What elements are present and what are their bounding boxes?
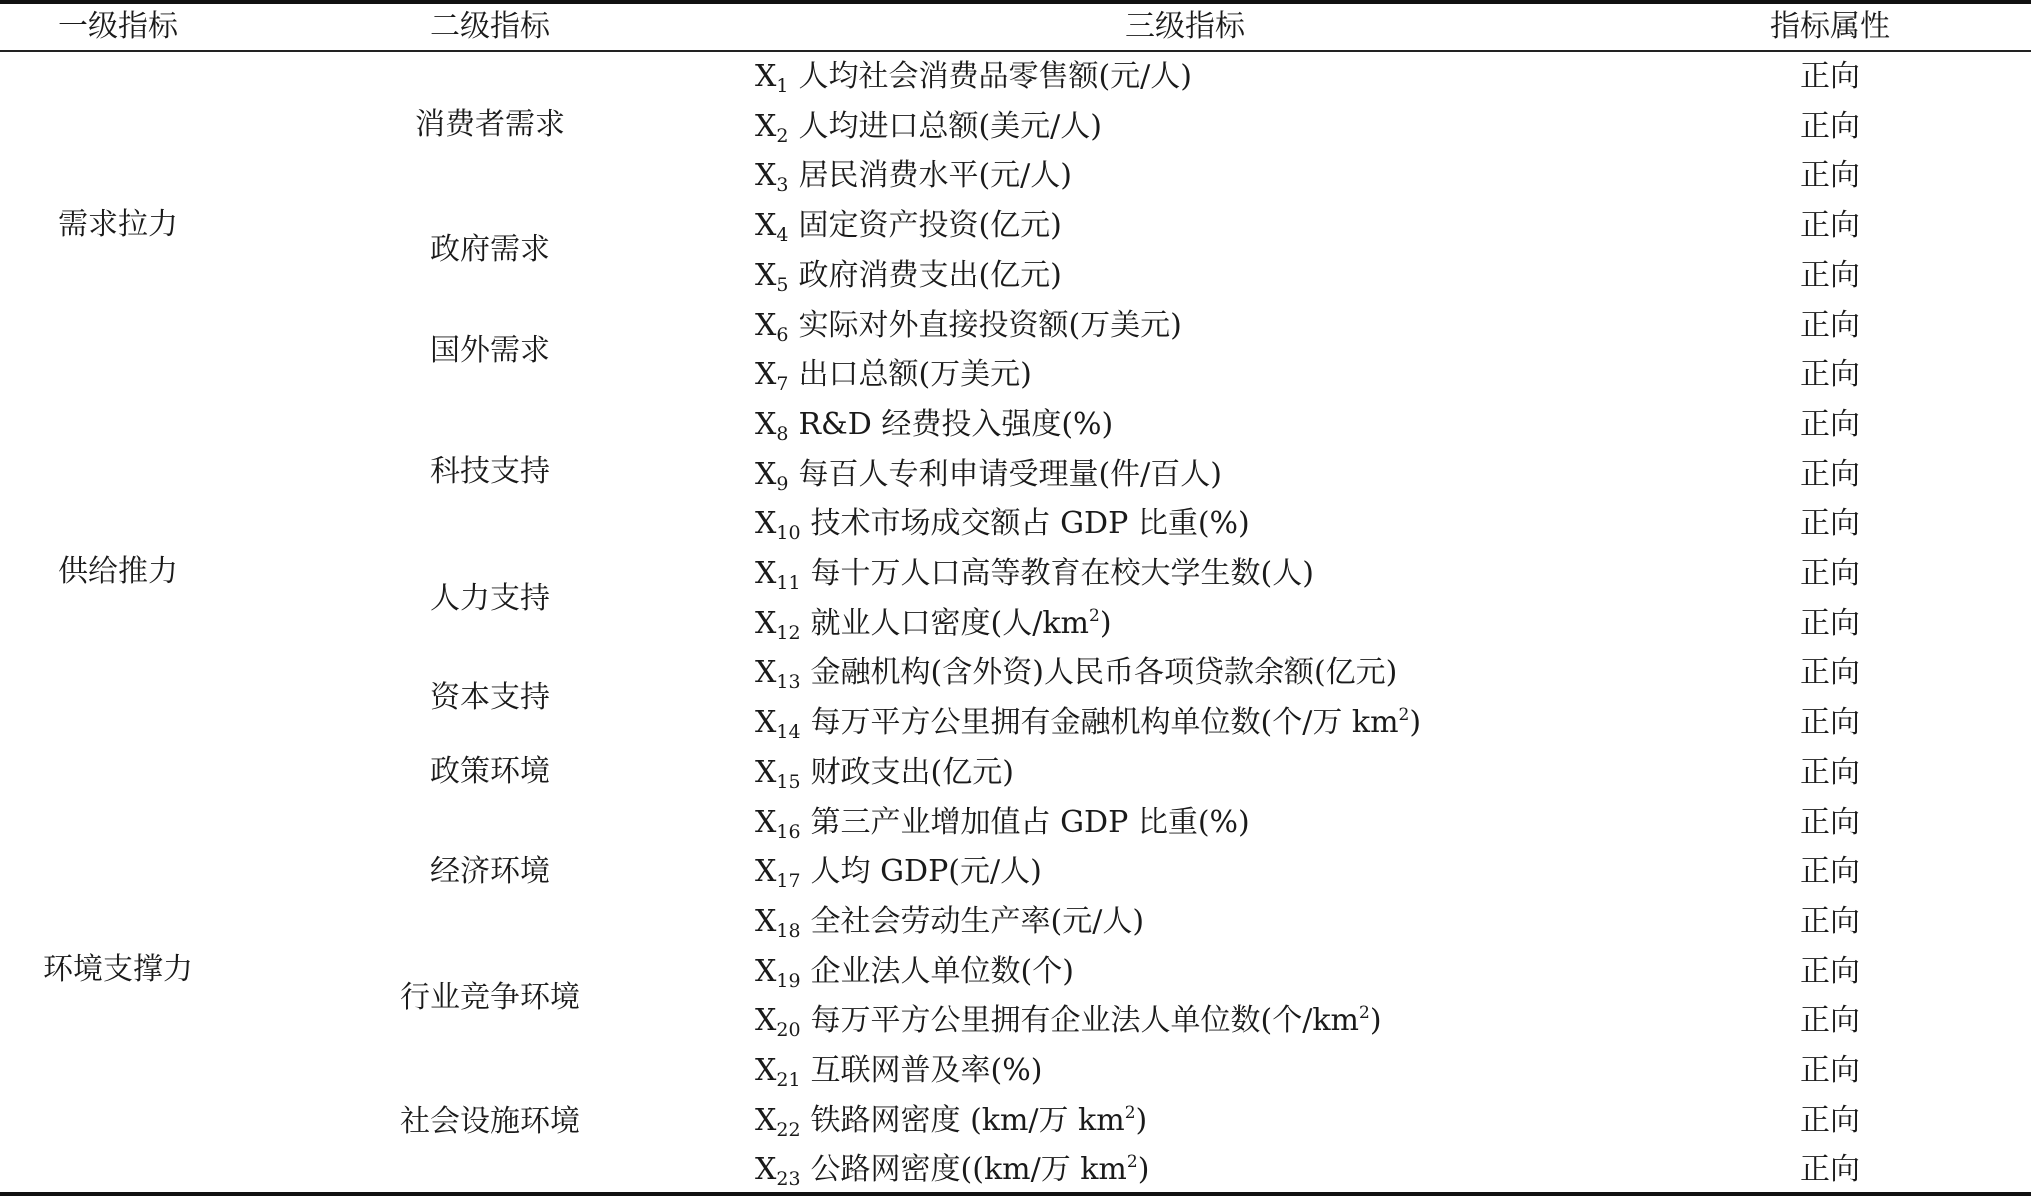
indicator-variable: X — [755, 904, 777, 939]
indicator-variable: X — [755, 308, 777, 343]
indicator-variable: X — [755, 258, 777, 293]
indicator-variable: X — [755, 1053, 777, 1088]
header-level3: 三级指标 — [1125, 9, 1245, 44]
level2-tech-support: 科技支持 — [430, 454, 550, 489]
indicator-superscript: 2 — [1124, 1103, 1136, 1123]
header-level2: 二级指标 — [430, 9, 550, 44]
indicator-attribute: 正向 — [1800, 1103, 1860, 1138]
indicator-row — [755, 151, 1072, 201]
indicator-row — [755, 251, 1062, 301]
indicator-attribute: 正向 — [1800, 158, 1860, 193]
indicator-row — [755, 748, 1014, 798]
level2-foreign-demand: 国外需求 — [430, 333, 550, 368]
indicator-row — [755, 102, 1102, 152]
indicator-superscript: 2 — [1126, 1152, 1138, 1172]
level2-consumer-demand: 消费者需求 — [415, 107, 565, 142]
indicator-row — [755, 400, 1113, 450]
indicator-superscript: 2 — [1398, 705, 1410, 725]
indicator-attribute: 正向 — [1800, 655, 1860, 690]
indicator-attribute: 正向 — [1800, 258, 1860, 293]
indicator-row — [755, 301, 1182, 351]
indicator-attribute: 正向 — [1800, 308, 1860, 343]
indicator-subscript: 23 — [776, 1168, 801, 1190]
indicator-text: 人均社会消费品零售额(元/人) — [798, 59, 1192, 94]
level2-human-support: 人力支持 — [430, 581, 550, 616]
indicator-variable: X — [755, 805, 777, 840]
indicator-attribute: 正向 — [1800, 59, 1860, 94]
indicator-text-tail: ) — [1099, 606, 1112, 641]
indicator-subscript: 10 — [776, 522, 801, 544]
indicator-subscript: 2 — [776, 125, 789, 147]
indicator-text: 居民消费水平(元/人) — [798, 158, 1072, 193]
indicator-row — [755, 996, 1382, 1046]
indicator-row — [755, 798, 1250, 848]
indicator-variable: X — [755, 457, 777, 492]
indicator-row — [755, 450, 1222, 500]
indicator-superscript: 2 — [1088, 606, 1100, 626]
level2-capital-support: 资本支持 — [430, 680, 550, 715]
table-bottom-rule — [0, 1192, 2031, 1196]
indicator-subscript: 3 — [776, 174, 789, 196]
indicator-row — [755, 350, 1032, 400]
level2-industry-competition: 行业竞争环境 — [400, 980, 580, 1015]
indicator-text: 全社会劳动生产率(元/人) — [810, 904, 1145, 939]
indicator-text: 财政支出(亿元) — [810, 755, 1014, 790]
indicator-variable: X — [755, 556, 777, 591]
indicator-subscript: 18 — [776, 920, 801, 942]
indicator-attribute: 正向 — [1800, 1053, 1860, 1088]
level2-policy-environment: 政策环境 — [430, 754, 550, 789]
indicator-text: 固定资产投资(亿元) — [798, 208, 1062, 243]
indicator-subscript: 11 — [776, 572, 801, 594]
indicator-text-tail: ) — [1135, 1103, 1148, 1138]
level2-social-facilities: 社会设施环境 — [400, 1104, 580, 1139]
indicator-variable: X — [755, 357, 777, 392]
indicator-text-tail: ) — [1137, 1152, 1150, 1187]
indicator-text: 每万平方公里拥有企业法人单位数(个/km — [810, 1003, 1359, 1038]
indicator-text: 企业法人单位数(个) — [810, 954, 1074, 989]
indicator-row — [755, 599, 1112, 649]
indicator-text: 出口总额(万美元) — [798, 357, 1032, 392]
indicator-variable: X — [755, 59, 777, 94]
indicator-row — [755, 201, 1062, 251]
indicator-subscript: 5 — [776, 274, 789, 296]
indicator-attribute: 正向 — [1800, 805, 1860, 840]
indicator-text: 人均 GDP(元/人) — [810, 854, 1042, 889]
indicator-text: 铁路网密度 (km/万 km — [810, 1103, 1125, 1138]
indicator-subscript: 17 — [776, 870, 801, 892]
indicator-subscript: 19 — [776, 970, 801, 992]
indicator-subscript: 15 — [776, 771, 801, 793]
indicator-text: 政府消费支出(亿元) — [798, 258, 1062, 293]
indicator-variable: X — [755, 1003, 777, 1038]
indicator-row — [755, 52, 1192, 102]
indicator-row — [755, 499, 1250, 549]
indicator-subscript: 9 — [776, 473, 789, 495]
indicator-attribute: 正向 — [1800, 904, 1860, 939]
indicator-row — [755, 1046, 1042, 1096]
indicator-row — [755, 1096, 1147, 1146]
indicator-text: 实际对外直接投资额(万美元) — [798, 308, 1182, 343]
indicator-text: 就业人口密度(人/km — [810, 606, 1089, 641]
indicator-text: 每百人专利申请受理量(件/百人) — [798, 457, 1222, 492]
indicator-subscript: 20 — [776, 1019, 801, 1041]
indicator-subscript: 22 — [776, 1119, 801, 1141]
indicator-superscript: 2 — [1358, 1003, 1370, 1023]
indicator-variable: X — [755, 158, 777, 193]
indicator-text: 人均进口总额(美元/人) — [798, 109, 1102, 144]
indicator-attribute: 正向 — [1800, 755, 1860, 790]
indicator-subscript: 6 — [776, 324, 789, 346]
indicator-text: 第三产业增加值占 GDP 比重(%) — [810, 805, 1250, 840]
indicator-text: 每十万人口高等教育在校大学生数(人) — [810, 556, 1314, 591]
level1-demand-pull: 需求拉力 — [58, 207, 178, 242]
indicator-attribute: 正向 — [1800, 1152, 1860, 1187]
indicator-text-tail: ) — [1409, 705, 1422, 740]
indicator-attribute: 正向 — [1800, 705, 1860, 740]
indicator-attribute: 正向 — [1800, 556, 1860, 591]
indicator-variable: X — [755, 208, 777, 243]
indicator-attribute: 正向 — [1800, 506, 1860, 541]
indicator-variable: X — [755, 655, 777, 690]
table-top-rule — [0, 0, 2031, 4]
indicator-text: R&D 经费投入强度(%) — [798, 407, 1114, 442]
indicator-subscript: 16 — [776, 821, 801, 843]
indicator-row — [755, 947, 1074, 997]
indicator-row — [755, 549, 1314, 599]
header-attribute: 指标属性 — [1770, 9, 1890, 44]
indicator-variable: X — [755, 407, 777, 442]
indicator-variable: X — [755, 506, 777, 541]
indicator-subscript: 8 — [776, 423, 789, 445]
indicator-variable: X — [755, 606, 777, 641]
indicator-text: 公路网密度((km/万 km — [810, 1152, 1127, 1187]
indicator-row — [755, 1145, 1149, 1195]
level2-government-demand: 政府需求 — [430, 232, 550, 267]
indicator-variable: X — [755, 755, 777, 790]
indicator-row — [755, 648, 1397, 698]
level1-supply-push: 供给推力 — [58, 554, 178, 589]
indicator-row — [755, 847, 1042, 897]
indicator-variable: X — [755, 854, 777, 889]
indicator-row — [755, 698, 1421, 748]
indicator-attribute: 正向 — [1800, 1003, 1860, 1038]
indicator-attribute: 正向 — [1800, 357, 1860, 392]
indicator-variable: X — [755, 1103, 777, 1138]
indicator-row — [755, 897, 1144, 947]
level2-economic-environment: 经济环境 — [430, 854, 550, 889]
indicator-attribute: 正向 — [1800, 109, 1860, 144]
indicator-variable: X — [755, 109, 777, 144]
indicator-variable: X — [755, 1152, 777, 1187]
indicator-attribute: 正向 — [1800, 954, 1860, 989]
indicator-subscript: 12 — [776, 622, 801, 644]
indicator-variable: X — [755, 705, 777, 740]
indicator-subscript: 1 — [776, 75, 789, 97]
indicator-attribute: 正向 — [1800, 407, 1860, 442]
indicator-subscript: 14 — [776, 721, 801, 743]
indicator-subscript: 4 — [776, 224, 789, 246]
indicator-subscript: 21 — [776, 1069, 801, 1091]
indicator-attribute: 正向 — [1800, 606, 1860, 641]
indicator-text: 互联网普及率(%) — [810, 1053, 1043, 1088]
indicator-attribute: 正向 — [1800, 208, 1860, 243]
indicator-variable: X — [755, 954, 777, 989]
indicator-text-tail: ) — [1369, 1003, 1382, 1038]
indicator-text: 金融机构(含外资)人民币各项贷款余额(亿元) — [810, 655, 1398, 690]
indicator-attribute: 正向 — [1800, 457, 1860, 492]
indicator-subscript: 7 — [776, 373, 789, 395]
indicator-attribute: 正向 — [1800, 854, 1860, 889]
indicator-text: 每万平方公里拥有金融机构单位数(个/万 km — [810, 705, 1399, 740]
level1-environment-support: 环境支撑力 — [43, 952, 193, 987]
indicator-text: 技术市场成交额占 GDP 比重(%) — [810, 506, 1250, 541]
indicator-subscript: 13 — [776, 671, 801, 693]
header-level1: 一级指标 — [58, 9, 178, 44]
